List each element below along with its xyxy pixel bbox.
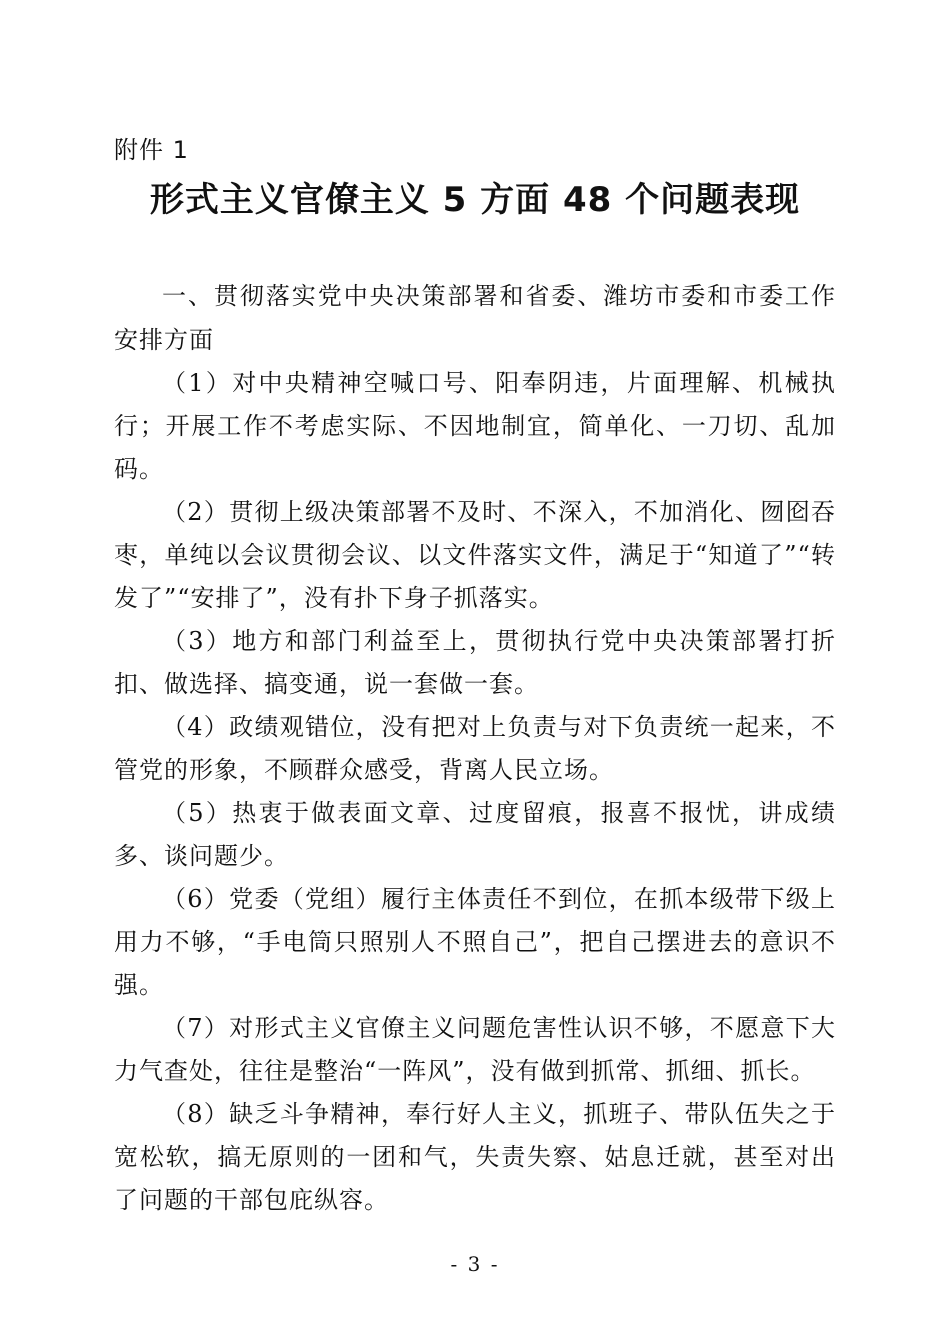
problem-item-8: （8）缺乏斗争精神，奉行好人主义，抓班子、带队伍失之于宽松软，搞无原则的一团和气，失责失察、姑息迁就，甚至对出了问题的干部包庇纵容。	[114, 1100, 836, 1214]
document-title: 形式主义官僚主义 5 方面 48 个问题表现	[149, 180, 801, 220]
problem-item-5: （5）热衷于做表面文章、过度留痕，报喜不报忧，讲成绩多、谈问题少。	[114, 799, 836, 870]
attachment-label: 附件 1	[114, 136, 189, 164]
page-number: - 3 -	[450, 1252, 500, 1276]
section-heading: 一、贯彻落实党中央决策部署和省委、潍坊市委和市委工作安排方面	[114, 282, 836, 354]
problem-item-6: （6）党委（党组）履行主体责任不到位，在抓本级带下级上用力不够，“手电筒只照别人不照自己”，把自己摆进去的意识不强。	[114, 885, 836, 999]
document-body	[114, 274, 836, 1222]
problem-item-1: （1）对中央精神空喊口号、阳奉阴违，片面理解、机械执行；开展工作不考虑实际、不因地制宜，简单化、一刀切、乱加码。	[114, 369, 836, 483]
problem-item-2: （2）贯彻上级决策部署不及时、不深入，不加消化、囫囵吞枣，单纯以会议贯彻会议、以文件落实文件，满足于“知道了”“转发了”“安排了”，没有扑下身子抓落实。	[114, 498, 836, 612]
problem-item-3: （3）地方和部门利益至上，贯彻执行党中央决策部署打折扣、做选择、搞变通，说一套做一套。	[114, 627, 836, 698]
problem-item-4: （4）政绩观错位，没有把对上负责与对下负责统一起来，不管党的形象，不顾群众感受，背离人民立场。	[114, 713, 836, 784]
problem-item-7: （7）对形式主义官僚主义问题危害性认识不够，不愿意下大力气查处，往往是整治“一阵风”，没有做到抓常、抓细、抓长。	[114, 1014, 836, 1085]
